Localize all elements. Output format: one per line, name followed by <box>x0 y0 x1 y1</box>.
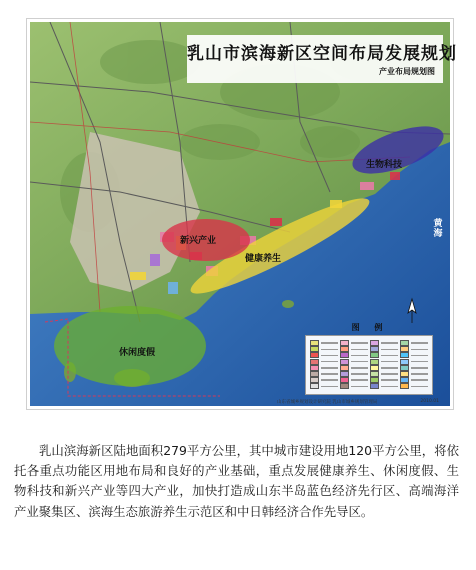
legend-entry-line <box>381 367 398 369</box>
map-title: 乳山市滨海新区空间布局发展规划 <box>187 44 457 64</box>
legend-swatch <box>340 359 349 365</box>
legend-swatch <box>400 371 409 377</box>
legend-swatch <box>400 365 409 371</box>
legend-entry-line <box>411 342 428 344</box>
legend-entry-line <box>321 349 338 351</box>
legend-swatch <box>340 340 349 346</box>
legend-swatch <box>370 340 379 346</box>
legend-entry-line <box>411 367 428 369</box>
legend-item <box>310 383 340 389</box>
legend-swatch <box>310 365 319 371</box>
legend-entry-line <box>411 361 428 363</box>
map-subtitle: 产业布局规划图 <box>379 67 435 76</box>
legend-entry-line <box>411 355 428 357</box>
legend-swatch <box>400 346 409 352</box>
legend-item <box>370 383 400 389</box>
legend-entry-line <box>351 342 368 344</box>
title-panel <box>187 35 457 83</box>
legend-entry-line <box>321 386 338 388</box>
legend-swatch <box>310 352 319 358</box>
north-arrow-icon <box>401 297 423 325</box>
legend-entry-line <box>321 361 338 363</box>
legend-swatch <box>370 365 379 371</box>
legend-entry-line <box>321 373 338 375</box>
legend-swatch <box>370 359 379 365</box>
legend-entry-line <box>321 355 338 357</box>
legend-swatch <box>340 365 349 371</box>
legend-entry-line <box>381 355 398 357</box>
legend-grid <box>310 340 430 390</box>
caption-text: 乳山滨海新区陆地面积279平方公里，其中城市建设用地120平方公里，将依托各重点功能区用地布局和良好的产业基础，重点发展健康养生、休闲度假、生物科技和新兴产业等四大产业，加快打造成山东半岛蓝色经济先行区、高端海洋产业聚集区、滨海生态旅游养生示范区和中日韩经济合作先导区。 <box>14 443 459 519</box>
legend <box>305 323 433 395</box>
legend-swatch <box>310 340 319 346</box>
legend-item <box>340 383 370 389</box>
legend-swatch <box>340 371 349 377</box>
legend-entry-line <box>411 379 428 381</box>
legend-entry-line <box>411 349 428 351</box>
legend-entry-line <box>381 349 398 351</box>
legend-swatch <box>310 371 319 377</box>
sea-label: 黄海 <box>433 219 443 239</box>
legend-swatch <box>400 359 409 365</box>
legend-swatch <box>370 346 379 352</box>
legend-swatch <box>340 383 349 389</box>
legend-swatch <box>370 383 379 389</box>
legend-swatch <box>310 383 319 389</box>
legend-swatch <box>310 359 319 365</box>
legend-swatch <box>370 352 379 358</box>
legend-swatch <box>340 352 349 358</box>
zone-label-biotech: 生物科技 <box>366 160 403 170</box>
legend-entry-line <box>321 379 338 381</box>
legend-swatch <box>310 346 319 352</box>
zone-label-leisure: 休闲度假 <box>119 348 156 358</box>
legend-item <box>400 383 430 389</box>
legend-swatch <box>400 340 409 346</box>
legend-title: 图 例 <box>351 323 389 332</box>
legend-swatch <box>340 377 349 383</box>
zone-label-health: 健康养生 <box>245 254 282 264</box>
legend-swatch <box>310 377 319 383</box>
map-credits: 山东省城乡规划设计研究院 乳山市城乡规划管理局 <box>277 400 378 405</box>
legend-entry-line <box>321 367 338 369</box>
map-date: 2010.01 <box>420 399 439 404</box>
legend-entry-line <box>411 373 428 375</box>
legend-swatch <box>370 371 379 377</box>
legend-entry-line <box>351 367 368 369</box>
legend-entry-line <box>381 342 398 344</box>
legend-entry-line <box>351 349 368 351</box>
legend-entry-line <box>411 386 428 388</box>
zone-label-emerging: 新兴产业 <box>180 236 217 246</box>
map-figure <box>26 18 457 410</box>
legend-swatch <box>370 377 379 383</box>
legend-swatch <box>400 377 409 383</box>
legend-swatch <box>400 352 409 358</box>
legend-entry-line <box>351 379 368 381</box>
legend-entry-line <box>351 373 368 375</box>
legend-entry-line <box>381 379 398 381</box>
legend-entry-line <box>351 361 368 363</box>
legend-entry-line <box>351 355 368 357</box>
legend-entry-line <box>381 361 398 363</box>
legend-entry-line <box>381 373 398 375</box>
legend-swatch <box>340 346 349 352</box>
legend-swatch <box>400 383 409 389</box>
legend-entry-line <box>381 386 398 388</box>
legend-entry-line <box>321 342 338 344</box>
legend-entry-line <box>351 386 368 388</box>
